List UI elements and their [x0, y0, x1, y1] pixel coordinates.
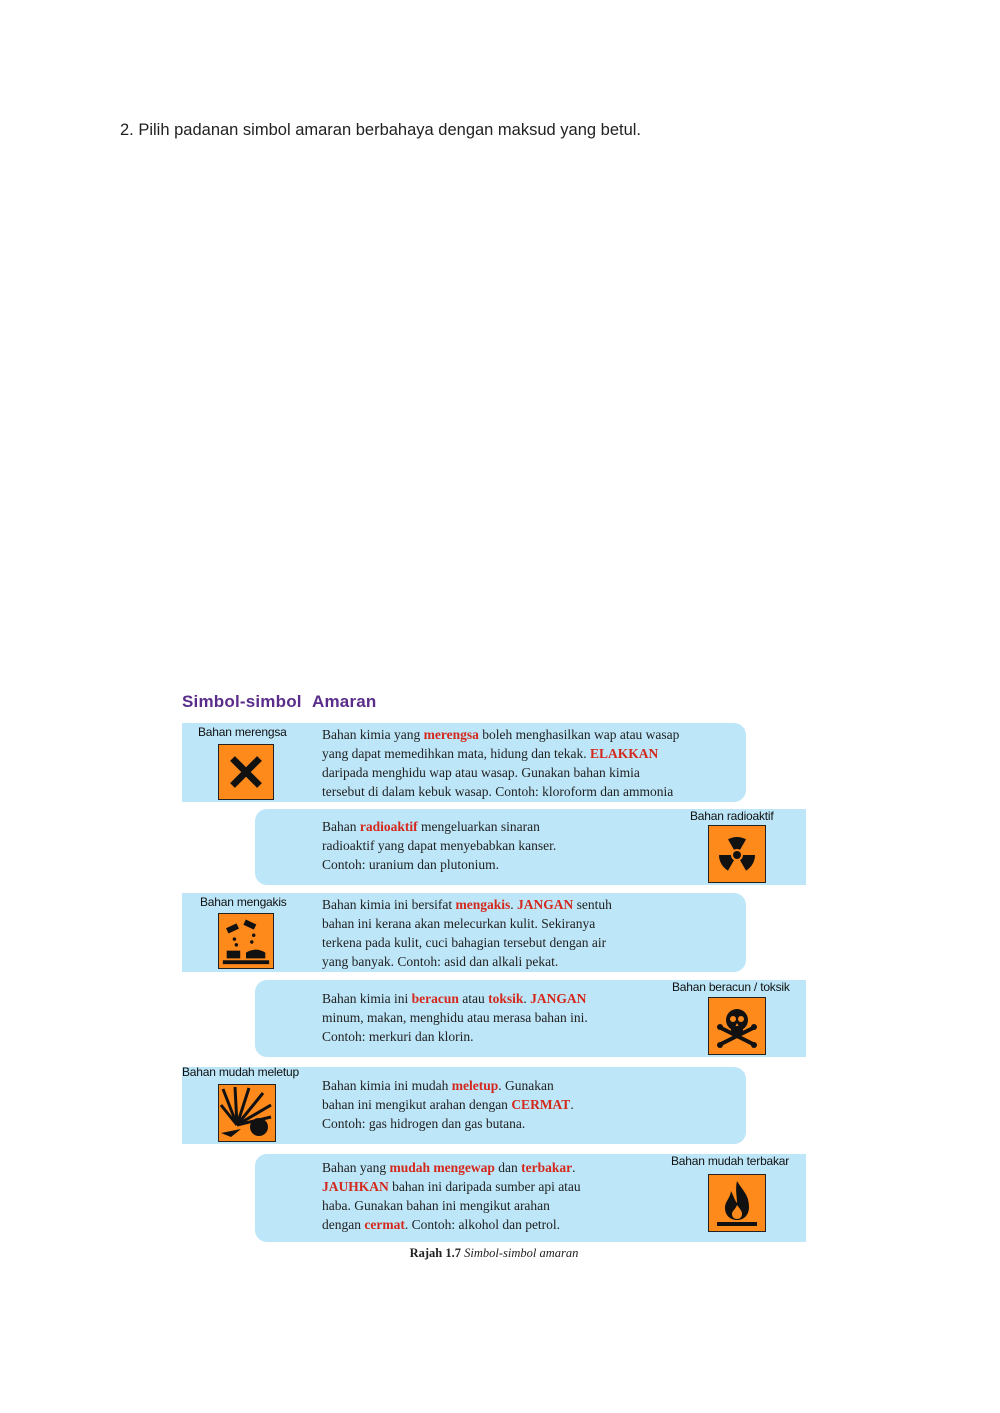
description-line	[322, 914, 612, 933]
highlight-text: merengsa	[423, 727, 479, 742]
warning-symbols-figure	[182, 692, 806, 1264]
description-line	[322, 855, 556, 874]
body-text: Contoh: merkuri dan klorin.	[322, 1029, 474, 1044]
body-text: Bahan kimia ini	[322, 991, 412, 1006]
body-text: yang banyak. Contoh: asid dan alkali pekat.	[322, 954, 559, 969]
highlight-text: beracun	[411, 991, 459, 1006]
highlight-text: JANGAN	[516, 897, 574, 912]
flammable-flame-icon	[708, 1174, 766, 1232]
body-text: boleh menghasilkan wap atau wasap	[478, 727, 680, 742]
caption-number: Rajah 1.7	[409, 1246, 462, 1260]
row-description	[322, 989, 588, 1046]
body-text: atau	[458, 991, 489, 1006]
description-line	[322, 1114, 574, 1133]
question-text: 2. Pilih padanan simbol amaran berbahaya dengan maksud yang betul.	[120, 121, 642, 139]
row-label: Bahan merengsa	[198, 725, 287, 739]
body-text: dengan	[322, 1217, 365, 1232]
body-text: dan	[494, 1160, 522, 1175]
row-description	[322, 895, 612, 971]
description-line	[322, 895, 612, 914]
description-line	[322, 836, 556, 855]
body-text: .	[570, 1097, 574, 1112]
figure-caption	[182, 1246, 806, 1261]
row-description	[322, 1158, 581, 1234]
highlight-text: ELAKKAN	[590, 746, 659, 761]
row-label: Bahan beracun / toksik	[672, 980, 790, 994]
body-text: sentuh	[573, 897, 612, 912]
description-line	[322, 933, 612, 952]
row-corrosive	[182, 893, 746, 972]
irritant-x-icon	[218, 744, 274, 800]
row-radioactive	[255, 809, 806, 885]
body-text: Contoh: gas hidrogen dan gas butana.	[322, 1116, 526, 1131]
body-text: bahan ini kerana akan melecurkan kulit. Sekiranya	[322, 916, 596, 931]
highlight-text: meletup	[451, 1078, 499, 1093]
description-line	[322, 1095, 574, 1114]
body-text: . Gunakan	[498, 1078, 554, 1093]
highlight-text: mengakis	[455, 897, 511, 912]
row-toxic	[255, 980, 806, 1057]
body-text: yang dapat memedihkan mata, hidung dan tekak.	[322, 746, 591, 761]
body-text: . Contoh: alkohol dan petrol.	[404, 1217, 561, 1232]
body-text: daripada menghidu wap atau wasap. Gunakan bahan kimia	[322, 765, 640, 780]
row-irritant	[182, 723, 746, 802]
body-text: tersebut di dalam kebuk wasap. Contoh: kloroform dan ammonia	[322, 784, 674, 799]
description-line	[322, 1027, 588, 1046]
row-label: Bahan mudah meletup	[182, 1065, 299, 1079]
body-text: Bahan kimia yang	[322, 727, 424, 742]
description-line	[322, 1196, 581, 1215]
description-line	[322, 1177, 581, 1196]
highlight-text: JAUHKAN	[322, 1179, 389, 1194]
body-text: haba. Gunakan bahan ini mengikut arahan	[322, 1198, 550, 1213]
description-line	[322, 763, 679, 782]
row-flammable	[255, 1154, 806, 1242]
radioactive-icon	[708, 825, 766, 883]
body-text: Bahan yang	[322, 1160, 390, 1175]
highlight-text: CERMAT	[511, 1097, 571, 1112]
description-line	[322, 1215, 581, 1234]
body-text: .	[523, 991, 531, 1006]
description-line	[322, 725, 679, 744]
row-label: Bahan radioaktif	[690, 809, 774, 823]
description-line	[322, 744, 679, 763]
figure-title: Simbol-simbol Amaran	[182, 692, 377, 711]
explosive-icon	[218, 1084, 276, 1142]
row-description	[322, 1076, 574, 1133]
body-text: minum, makan, menghidu atau merasa bahan ini.	[322, 1010, 588, 1025]
description-line	[322, 817, 556, 836]
description-line	[322, 1076, 574, 1095]
caption-text: Simbol-simbol amaran	[464, 1246, 579, 1260]
row-explosive	[182, 1067, 746, 1144]
body-text: bahan ini daripada sumber api atau	[388, 1179, 581, 1194]
description-line	[322, 1008, 588, 1027]
row-label: Bahan mudah terbakar	[671, 1154, 790, 1168]
body-text: Bahan kimia ini mudah	[322, 1078, 452, 1093]
description-line	[322, 952, 612, 971]
corrosive-icon	[218, 913, 274, 969]
highlight-text: terbakar	[521, 1160, 573, 1175]
highlight-text: mudah mengewap	[389, 1160, 495, 1175]
body-text: mengeluarkan sinaran	[417, 819, 540, 834]
row-description	[322, 725, 679, 801]
row-description	[322, 817, 556, 874]
description-line	[322, 989, 588, 1008]
body-text: Contoh: uranium dan plutonium.	[322, 857, 499, 872]
highlight-text: toksik	[488, 991, 524, 1006]
highlight-text: JANGAN	[530, 991, 587, 1006]
description-line	[322, 1158, 581, 1177]
body-text: Bahan kimia ini bersifat	[322, 897, 456, 912]
highlight-text: radioaktif	[359, 819, 418, 834]
body-text: bahan ini mengikut arahan dengan	[322, 1097, 512, 1112]
body-text: radioaktif yang dapat menyebabkan kanser.	[322, 838, 557, 853]
body-text: .	[510, 897, 517, 912]
body-text: .	[572, 1160, 576, 1175]
body-text: Bahan	[322, 819, 360, 834]
body-text: terkena pada kulit, cuci bahagian tersebut dengan air	[322, 935, 607, 950]
row-label: Bahan mengakis	[200, 895, 287, 909]
highlight-text: cermat	[364, 1217, 405, 1232]
skull-crossbones-icon	[708, 997, 766, 1055]
description-line	[322, 782, 679, 801]
